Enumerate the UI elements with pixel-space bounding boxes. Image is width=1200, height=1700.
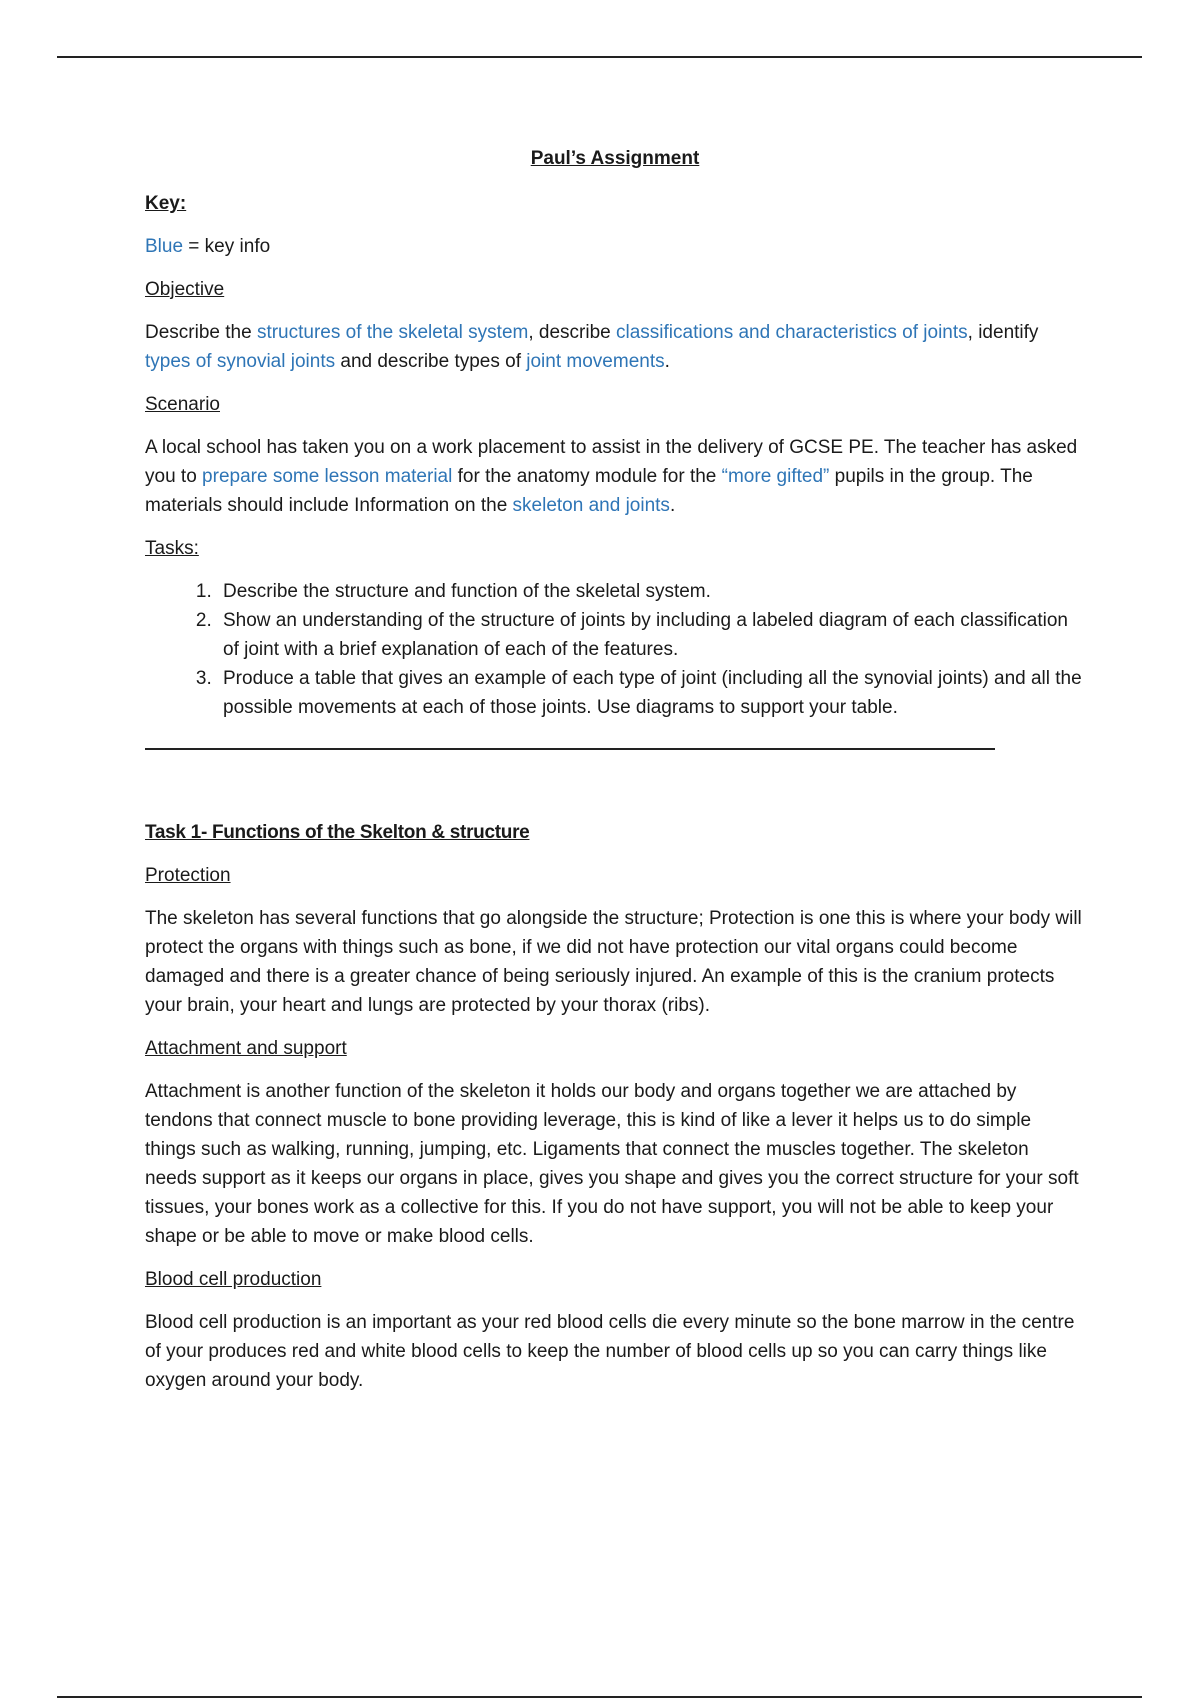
key-legend — [145, 232, 1085, 261]
page-title: Paul’s Assignment — [530, 148, 700, 169]
blood-cell-text: Blood cell production is an important as your red blood cells die every minute so the bone marrow in the centre of your produces red and white blood cells to keep the number of blood cells up so you can carry things like oxygen around your body. — [145, 1312, 1075, 1391]
scenario-key-phrase: skeleton and joints — [512, 495, 670, 516]
document-body — [145, 144, 1085, 1409]
objective-text — [145, 318, 1085, 376]
objective-heading: Objective — [145, 279, 225, 300]
key-legend-text: = key info — [183, 236, 271, 257]
protection-text: The skeleton has several functions that go alongside the structure; Protection is one this is where your body will protect the organs with things such as bone, if we did not have protection our vital organs could become damaged and there is a greater chance of being seriously injured. An example of this is the cranium protects your brain, your heart and lungs are protected by your thorax (ribs). — [145, 908, 1082, 1016]
section-divider — [145, 748, 995, 750]
protection-heading: Protection — [145, 865, 231, 886]
scenario-segment: for the anatomy module for the — [452, 466, 722, 487]
objective-segment: and describe types of — [335, 351, 527, 372]
attachment-text: Attachment is another function of the skeleton it holds our body and organs together we are attached by tendons that connect muscle to bone providing leverage, this is kind of like a lever it helps us to do simple things such as walking, running, jumping, etc. Ligaments that connect the muscles together. The skeleton needs support as it keeps our organs in place, gives you shape and gives you the correct structure for your soft tissues, your bones work as a collective for this. If you do not have support, you will not be able to keep your shape or be able to move or make blood cells. — [145, 1081, 1079, 1247]
objective-key-phrase: types of synovial joints — [145, 351, 336, 372]
task-item: 3. Produce a table that gives an example of each type of joint (including all the synovial joints) and all the possible movements at each of those joints. Use diagrams to support your table. — [217, 664, 1085, 722]
objective-key-phrase: joint movements — [526, 351, 665, 372]
scenario-segment: A local school has taken you on a work placement to assist in the delivery of GCSE PE. The teacher has asked you to — [145, 437, 1078, 487]
scenario-key-phrase: “more gifted” — [721, 466, 830, 487]
scenario-key-phrase: prepare some lesson material — [202, 466, 453, 487]
objective-key-phrase: classifications and characteristics of joints — [616, 322, 968, 343]
objective-segment: , describe — [528, 322, 616, 343]
attachment-heading: Attachment and support — [145, 1038, 347, 1059]
scenario-segment: pupils in the group. The materials should include Information on the — [145, 466, 1033, 516]
tasks-heading: Tasks: — [145, 538, 199, 559]
objective-key-phrase: structures of the skeletal system — [256, 322, 529, 343]
objective-segment: . — [664, 351, 670, 372]
objective-segment: Describe the — [145, 322, 257, 343]
scenario-heading: Scenario — [145, 394, 220, 415]
task-item: 2. Show an understanding of the structure of joints by including a labeled diagram of each classification of joint with a brief explanation of each of the features. — [217, 606, 1085, 664]
key-blue-word: Blue — [145, 236, 184, 257]
page-top-rule — [57, 56, 1142, 58]
objective-segment: , identify — [967, 322, 1039, 343]
scenario-segment: . — [669, 495, 676, 516]
scenario-text — [145, 433, 1085, 520]
page-bottom-rule — [57, 1696, 1142, 1698]
task1-heading: Task 1- Functions of the Skelton & structure — [145, 822, 530, 843]
tasks-list — [145, 577, 1085, 722]
key-heading: Key: — [145, 193, 187, 214]
blood-cell-heading: Blood cell production — [145, 1269, 322, 1290]
task-item: 1. Describe the structure and function of the skeletal system. — [217, 577, 1085, 606]
